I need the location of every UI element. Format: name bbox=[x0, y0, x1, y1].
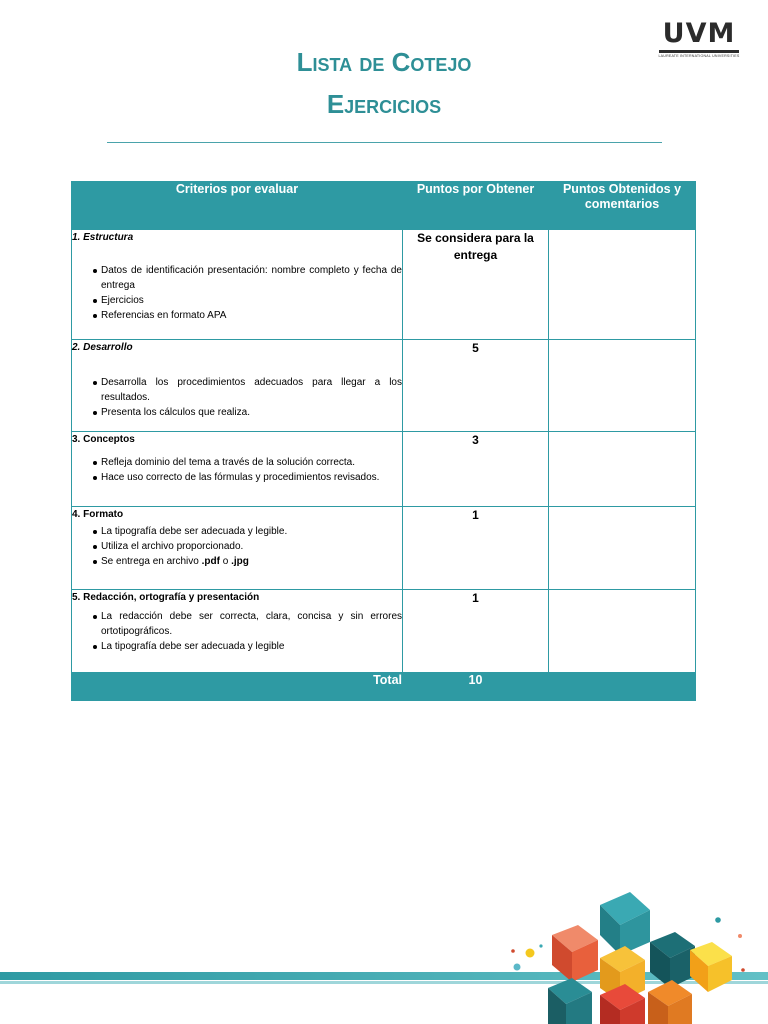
format-jpg: .jpg bbox=[231, 556, 249, 567]
criteria-item: Datos de identificación presentación: nombre completo y fecha de entrega bbox=[72, 263, 402, 293]
criteria-title: 2. Desarrollo bbox=[72, 342, 133, 353]
criteria-item: La tipografía debe ser adecuada y legible bbox=[72, 639, 402, 654]
obtained-cell bbox=[549, 507, 696, 590]
total-row bbox=[72, 673, 696, 701]
header-puntos-obtenidos: Puntos Obtenidos y comentarios bbox=[549, 182, 696, 230]
obtained-cell bbox=[549, 432, 696, 507]
table-header-row bbox=[72, 182, 696, 230]
criteria-cell bbox=[72, 230, 403, 340]
total-value: 10 bbox=[403, 673, 549, 701]
table-row bbox=[72, 507, 696, 590]
points-cell: 3 bbox=[403, 432, 549, 507]
table-row bbox=[72, 432, 696, 507]
table-row bbox=[72, 590, 696, 673]
title-divider bbox=[107, 142, 662, 143]
criteria-title: 5. Redacción, ortografía y presentación bbox=[72, 592, 260, 603]
format-or: o bbox=[219, 556, 232, 567]
cube-cluster-graphic bbox=[511, 892, 745, 1024]
criteria-cell bbox=[72, 507, 403, 590]
table-row bbox=[72, 340, 696, 432]
obtained-cell bbox=[549, 230, 696, 340]
criteria-title: 3. Conceptos bbox=[72, 434, 135, 445]
criteria-cell bbox=[72, 432, 403, 507]
criteria-item: Ejercicios bbox=[72, 293, 402, 308]
total-obtained-cell bbox=[549, 673, 696, 701]
criteria-item: Desarrolla los procedimientos adecuados para llegar a los resultados. bbox=[72, 375, 402, 405]
logo-subtext: LAUREATE INTERNATIONAL UNIVERSITIES bbox=[658, 54, 740, 58]
criteria-item: Refleja dominio del tema a través de la solución correcta. bbox=[72, 455, 402, 470]
points-cell: 1 bbox=[403, 590, 549, 673]
header-criterios: Criterios por evaluar bbox=[72, 182, 403, 230]
criteria-item: La tipografía debe ser adecuada y legible. bbox=[72, 524, 402, 539]
criteria-item: Utiliza el archivo proporcionado. bbox=[72, 539, 402, 554]
total-label: Total bbox=[72, 673, 403, 701]
obtained-cell bbox=[549, 340, 696, 432]
criteria-item bbox=[72, 554, 402, 569]
criteria-item: Hace uso correcto de las fórmulas y procedimientos revisados. bbox=[72, 470, 402, 485]
criteria-title: 1. Estructura bbox=[72, 232, 134, 243]
criteria-item: La redacción debe ser correcta, clara, concisa y sin errores ortotipográficos. bbox=[72, 609, 402, 639]
table-row bbox=[72, 230, 696, 340]
criteria-cell bbox=[72, 340, 403, 432]
obtained-cell bbox=[549, 590, 696, 673]
logo-text: UVM bbox=[662, 18, 736, 49]
format-prefix: Se entrega en archivo bbox=[101, 556, 202, 567]
criteria-cell bbox=[72, 590, 403, 673]
points-cell: 5 bbox=[403, 340, 549, 432]
footer-decoration bbox=[0, 880, 768, 1024]
header-puntos-obtener: Puntos por Obtener bbox=[403, 182, 549, 230]
criteria-title: 4. Formato bbox=[72, 509, 124, 520]
page-title: Lista de Cotejo bbox=[296, 47, 472, 77]
checklist-table bbox=[71, 181, 696, 701]
criteria-item: Referencias en formato APA bbox=[72, 308, 402, 323]
points-cell: Se considera para la entrega bbox=[403, 230, 549, 340]
format-pdf: .pdf bbox=[201, 556, 220, 567]
page-subtitle: Ejercicios bbox=[326, 89, 442, 119]
criteria-item: Presenta los cálculos que realiza. bbox=[72, 405, 402, 420]
points-cell: 1 bbox=[403, 507, 549, 590]
